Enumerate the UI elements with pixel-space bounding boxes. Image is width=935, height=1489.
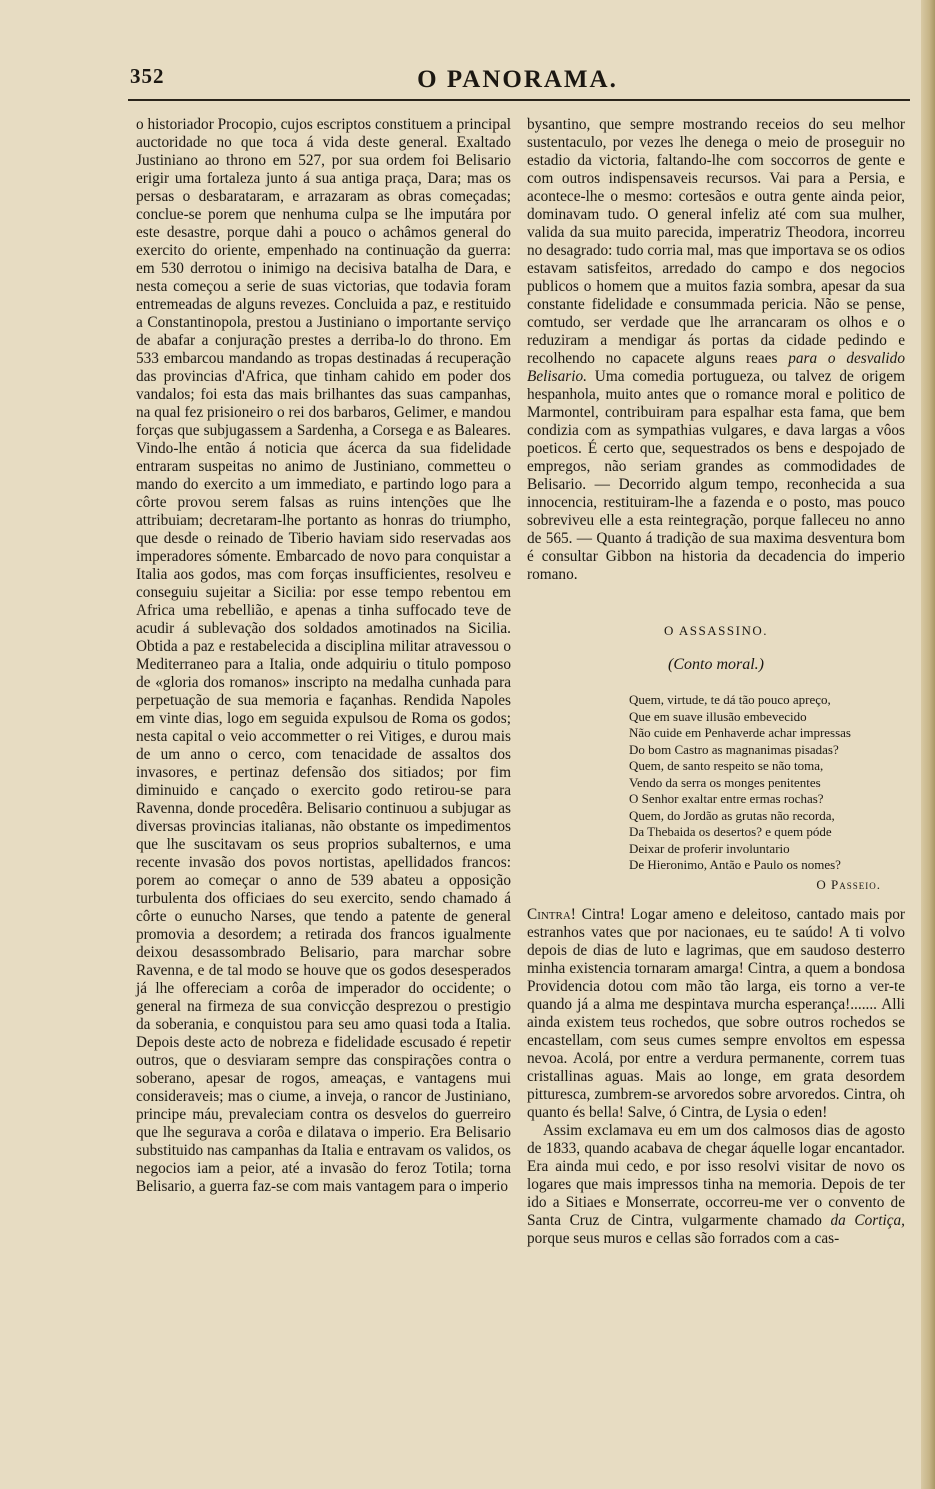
article-paragraph <box>527 116 905 584</box>
poem-line: Quem, virtude, te dá tão pouco apreço, <box>629 692 831 707</box>
poem-line: Do bom Castro as magnanimas pisadas? <box>629 741 839 757</box>
story-title: O ASSASSINO. <box>664 623 768 638</box>
page-number: 352 <box>130 64 165 88</box>
poem-attribution: O Passeio. <box>816 876 881 892</box>
story-text: porque seus muros e cellas são forrados com a cas- <box>527 1229 840 1247</box>
article-paragraph: o historiador Procopio, cujos escriptos constituem a principal auctoridade no que toca á vida deste general. Exaltado Justiniano ao throno em 527, por sua ordem foi Belisario erigir uma fortaleza junto á sua antiga praça, Dara; mas os persas o desbarataram, e arrazaram as obras começadas; conclue-se porem que nenhuma culpa se lhe imputára por este desastre, porque dahi a pouco o achâmos general do exercito do oriente, empenhado na continuação da guerra: em 530 derrotou o inimigo na decisiva batalha de Dara, e nesta começou a serie de suas victorias, que todavia foram entremeadas de alguns revezes. Concluida a paz, e restituido a Constantinopola, prestou a Justiniano o importante serviço de abafar a conjuração prestes a derriba-lo do throno. Em 533 embarcou mandando as tropas destinadas á recuperação das provincias d'Africa, que tinham cahido em poder dos vandalos; foi esta das mais brilhantes das suas campanhas, na qual fez prisioneiro o rei dos barbaros, Gelimer, e mandou forças que subjugassem a Sardenha, a Corsega e as Baleares. Vindo-lhe então á noticia que ácerca da sua fidelidade entraram suspeitas no animo de Justiniano, commetteu o mando do exercito a um immediato, e partindo logo para a côrte provou serem falsas as ruins intenções que lhe attribuiam; decretaram-lhe portanto as honras do triumpho, que desde o reinado de Tiberio haviam sido reservadas aos imperadores sómente. Embarcado de novo para conquistar a Italia aos godos, mas com forças insufficientes, resolveu e conseguiu sujeitar a Sicilia: por esse tempo rebentou em Africa uma rebellião, e apenas a tinha suffocado teve de acudir á sublevação dos soldados amotinados na Sicilia. Obtida a paz e restabelecida a disciplina militar atravessou o Mediterraneo para a Italia, onde adquiriu o titulo pomposo de «gloria dos romanos» inscripto na medalha cunhada para perpetuação de sua memoria e façanhas. Rendida Napoles em vinte dias, logo em seguida expulsou de Roma os godos; nesta capital o veio accommetter o rei Vitiges, e durou mais de um anno o cerco, com tenacidade de assaltos dos invasores, e pertinaz defensão dos sitiados; por fim diminuido e cançado o exercito godo retirou-se para Ravenna, donde procedêra. Belisario continuou a subjugar as diversas provincias italianas, não obstante os impedimentos que lhe suscitavam os seus proprios subalternos, e uma recente invasão dos povos nortistas, apellidados francos: porem ao começar o anno de 539 abateu a opposição turbulenta dos officiaes do seu exercito, sendo chamado á côrte o eunucho Narses, que tendo a patente de general promovia a desordem; a retirada dos francos igualmente deixou desassombrado Belisario, para marchar sobre Ravenna, e de tal modo se houve que os godos desesperados já lhe offereciam a corôa de imperador do occidente; o general na firmeza de sua convicção desprezou o prestigio da soberania, e conquistou para seu amo quasi toda a Italia. Depois deste acto de nobreza e fidelidade escusado é repetir outros, que o desviaram sempre das conspirações contra o soberano, apesar de rogos, ameaças, e vantagens mui consideraveis; mas o ciume, a inveja, o rancor de Justiniano, principe máu, prevaleciam contra os desvelos do guerreiro que lhe segurava a corôa e dilatava o imperio. Era Belisario substituido nas campanhas da Italia e entravam os validos, os negocios iam a peior, até a invasão do feroz Totila; torna Belisario, a guerra faz-se com mais vantagem para o imperio <box>136 116 511 1195</box>
article-italic-text: para o desvalido Belisario. <box>527 350 905 385</box>
story-subtitle: (Conto moral.) <box>668 656 764 673</box>
poem-line: Que em suave illusão embevecido <box>629 708 807 724</box>
story-italic-text: da Cortiça, <box>830 1211 905 1229</box>
article-text: bysantino, que sempre mostrando receios do seu melhor sustentaculo, por vezes lhe denega o meio de proseguir no estadio da victoria, faltando-lhe com soccorros de gente e com outros indispensaveis recursos. Vai para a Persia, e acontece-lhe o mesmo: cortesãos e outra gente ainda peior, dominavam tudo. O general infeliz até com sua mulher, valida da sua muito parecida, imperatriz Theodora, incorreu no desagrado: tudo corria mal, mas que importava se os odios estavam satisfeitos, arredado do campo e dos negocios publicos o homem que a muitos fazia sombra, apesar da sua constante fidelidade e consummada pericia. Não se pense, comtudo, ser verdade que lhe arrancaram os olhos e o reduziram a mendigar ás portas da cidade pedindo e recolhendo no capacete alguns reaes <box>527 116 905 367</box>
page-edge <box>921 0 935 1489</box>
story-text: Assim exclamava eu em um dos calmosos dias de agosto de 1833, quando acabava de chegar áquelle logar encantador. Era ainda mui cedo, e por isso resolvi visitar de novo os logares que mais impressos tinha na memoria. Depois de ter ido a Sitiaes e Monserrate, occorreu-me ver o convento de Santa Cruz de Cintra, vulgarmente chamado <box>527 1121 905 1229</box>
page-header <box>125 60 910 102</box>
right-column <box>527 116 905 1386</box>
journal-title: O PANORAMA. <box>417 66 618 93</box>
epigraph-poem <box>629 692 905 874</box>
story-paragraph <box>527 1122 905 1248</box>
poem-line: De Hieronimo, Antão e Paulo os nomes? <box>629 857 841 872</box>
poem-line: Não cuide em Penhaverde achar impressas <box>629 725 851 740</box>
story-paragraph <box>527 906 905 1122</box>
story-text: Cintra! Logar ameno e deleitoso, cantado mais por estranhos vates que por nacionaes, eu te saúdo! A ti volvo depois de dias de luto e lagrimas, que em saudoso desterro minha existencia tornaram amarga! Cintra, a quem a bondosa Providencia dotou com mão tão larga, eis torno a ver-te quando já a alma me despintava murcha esperança!....... Alli ainda existem teus rochedos, que sobre outros rochedos se encastellam, com seus cumes sempre envoltos em espessa nevoa. Acolá, por entre a verdura permanente, correm tuas cristallinas aguas. Mais ao longe, em grata desordem pitturesca, zumbrem-se arvoredos sobre arvoredos. Cintra, oh quanto és bella! Salve, ó Cintra, de Lysia o eden! <box>527 905 905 1121</box>
left-column <box>136 116 511 1386</box>
poem-line: O Senhor exaltar entre ermas rochas? <box>629 791 824 806</box>
poem-line: Vendo da serra os monges penitentes <box>629 774 821 790</box>
header-rule <box>128 99 910 101</box>
poem-line: Quem, do Jordão as grutas não recorda, <box>629 807 835 823</box>
poem-line: Deixar de proferir involuntario <box>629 840 790 856</box>
poem-line: Quem, de santo respeito se não toma, <box>629 758 824 773</box>
poem-line: Da Thebaida os desertos? e quem póde <box>629 824 832 839</box>
article-text: Uma comedia portugueza, ou talvez de origem hespanhola, muito antes que o romance moral e politico de Marmontel, contribuiram para espalhar esta fama, que bem condizia com as sympathias vulgares, e dava largas a vôos poeticos. É certo que, sequestrados os bens e despojado de empregos, não seriam grandes as commodidades de Belisario. — Decorrido algum tempo, reconhecida a sua innocencia, restituiram-lhe a fazenda e o posto, mas pouco sobreviveu elle a esta reintegração, porque falleceu no anno de 565. — Quanto á tradição de sua maxima desventura bom é consultar Gibbon na historia da decadencia do imperio romano. <box>527 368 905 583</box>
story-lead-word: Cintra! <box>527 905 576 923</box>
